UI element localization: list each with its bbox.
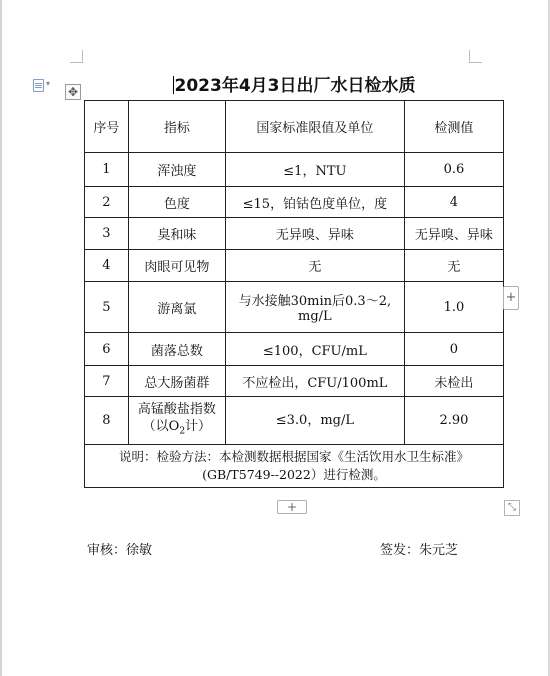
standard-line-1: 与水接触30min后0.3～2, — [238, 294, 392, 309]
standard-line-2: mg/L — [298, 309, 332, 324]
cell-indicator[interactable]: 色度 — [128, 187, 225, 218]
cell-indicator[interactable]: 肉眼可见物 — [128, 250, 225, 282]
page-left-border — [0, 0, 2, 676]
cell-standard[interactable]: ≤15，铂钴色度单位，度 — [225, 187, 404, 218]
margin-corner-mark-left — [70, 50, 83, 63]
indicator-line-2-post: 计） — [185, 418, 212, 434]
header-cell-no[interactable]: 序号 — [85, 101, 129, 153]
cell-no[interactable]: 6 — [85, 333, 129, 366]
cell-no[interactable]: 4 — [85, 250, 129, 282]
plus-icon: + — [505, 290, 517, 305]
cell-no[interactable]: 3 — [85, 218, 129, 250]
cell-value[interactable]: 0.6 — [404, 153, 503, 187]
header-cell-indicator[interactable]: 指标 — [128, 101, 225, 153]
cell-indicator[interactable]: 菌落总数 — [128, 333, 225, 366]
cell-no[interactable]: 5 — [85, 282, 129, 333]
cell-value[interactable]: 2.90 — [404, 397, 503, 445]
document-icon — [33, 79, 44, 92]
cell-indicator[interactable]: 游离氯 — [128, 282, 225, 333]
move-icon: ✥ — [67, 85, 79, 99]
indicator-subscript: 2 — [179, 426, 186, 437]
text-cursor — [173, 76, 174, 94]
chevron-down-icon: ▾ — [46, 79, 51, 88]
plus-icon: + — [286, 500, 298, 514]
table-row — [85, 333, 504, 366]
table-resize-handle[interactable] — [504, 500, 520, 516]
cell-indicator[interactable]: 浑浊度 — [128, 153, 225, 187]
document-title[interactable] — [84, 71, 504, 96]
cell-standard[interactable]: ≤3.0，mg/L — [225, 397, 404, 445]
cell-no[interactable]: 7 — [85, 366, 129, 397]
resize-icon: ⤡ — [508, 502, 516, 513]
table-row — [85, 250, 504, 282]
cell-standard[interactable]: 无异嗅、异味 — [225, 218, 404, 250]
cell-value[interactable]: 0 — [404, 333, 503, 366]
cell-value[interactable]: 无 — [404, 250, 503, 282]
table-move-handle[interactable] — [65, 84, 81, 100]
indicator-line-2-pre: （以O — [142, 418, 180, 434]
paste-options-button[interactable] — [33, 79, 55, 93]
cell-no[interactable]: 1 — [85, 153, 129, 187]
table-header-row — [85, 101, 504, 153]
table-row — [85, 218, 504, 250]
table-note[interactable]: 说明：检验方法：本检测数据根据国家《生活饮用水卫生标准》(GB/T5749--2022）进行检测。 — [85, 445, 504, 488]
cell-value[interactable]: 未检出 — [404, 366, 503, 397]
title-text: 2023年4月3日出厂水日检水质 — [174, 76, 416, 96]
cell-no[interactable]: 8 — [85, 397, 129, 445]
cell-value[interactable]: 4 — [404, 187, 503, 218]
cell-value[interactable]: 无异嗅、异味 — [404, 218, 503, 250]
add-row-button[interactable] — [277, 500, 307, 514]
water-quality-table — [84, 100, 504, 488]
cell-no[interactable]: 2 — [85, 187, 129, 218]
cell-standard[interactable] — [225, 282, 404, 333]
header-cell-value[interactable]: 检测值 — [404, 101, 503, 153]
cell-indicator[interactable] — [128, 397, 225, 445]
table-row — [85, 282, 504, 333]
table-row — [85, 187, 504, 218]
indicator-line-1: 高锰酸盐指数 — [137, 401, 216, 417]
table-row — [85, 153, 504, 187]
cell-standard[interactable]: 无 — [225, 250, 404, 282]
cell-indicator[interactable]: 总大肠菌群 — [128, 366, 225, 397]
table-row — [85, 366, 504, 397]
cell-value[interactable]: 1.0 — [404, 282, 503, 333]
cell-standard[interactable]: ≤100，CFU/mL — [225, 333, 404, 366]
cell-indicator[interactable]: 臭和味 — [128, 218, 225, 250]
issuer-signature: 签发：朱元芝 — [380, 543, 459, 558]
table-row — [85, 397, 504, 445]
cell-standard[interactable]: 不应检出，CFU/100mL — [225, 366, 404, 397]
table-note-row — [85, 445, 504, 488]
margin-corner-mark-right — [469, 50, 482, 63]
add-column-button[interactable] — [503, 286, 519, 310]
reviewer-signature: 审核：徐敏 — [87, 543, 153, 558]
cell-standard[interactable]: ≤1，NTU — [225, 153, 404, 187]
header-cell-standard[interactable]: 国家标准限值及单位 — [225, 101, 404, 153]
